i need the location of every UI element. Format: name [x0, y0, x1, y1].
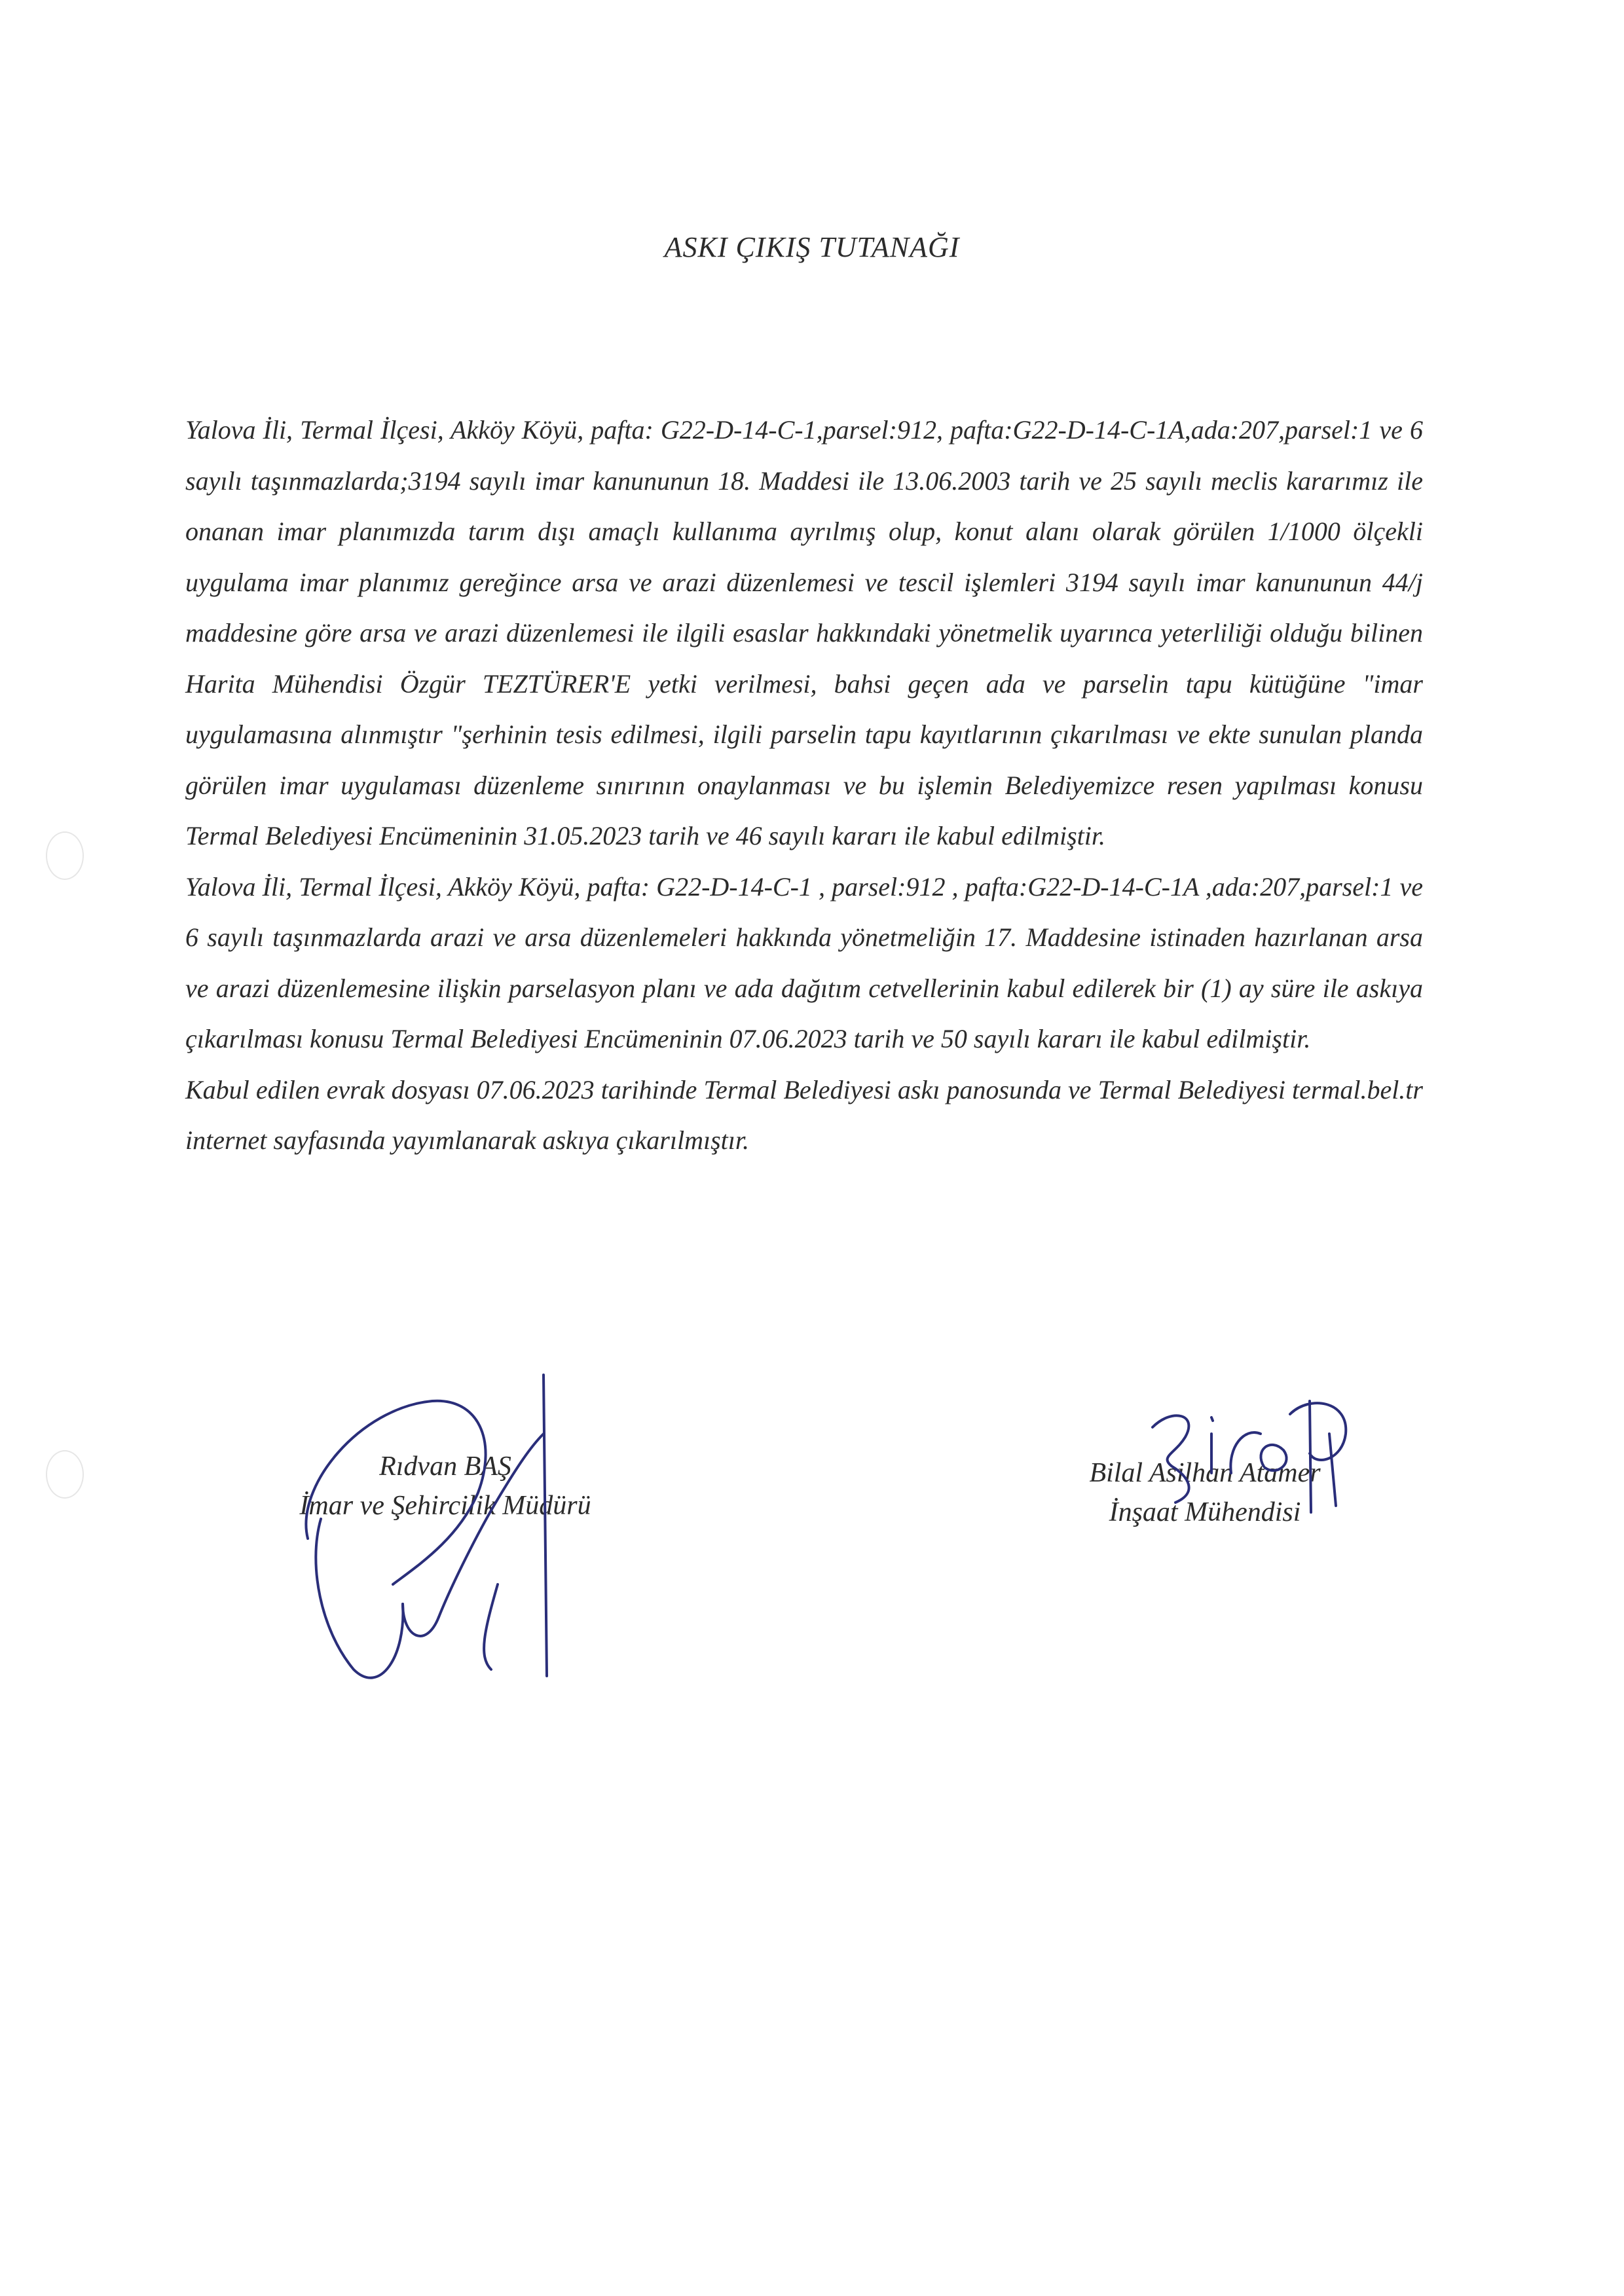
handwritten-signature-left — [282, 1368, 622, 1696]
signatory-role: İnşaat Mühendisi — [1109, 1497, 1301, 1527]
paragraph-2: Yalova İli, Termal İlçesi, Akköy Köyü, pafta: G22-D-14-C-1 , parsel:912 , pafta:G22-D-14-C-1A ,ada:207,parsel:1 ve 6 sayılı taşınmazlarda arazi ve arsa düzenlemeleri hakkında yönetmeliğin 17. Maddesine istinaden hazırlanan arsa ve arazi düzenlemesine ilişkin parselasyon planı ve ada dağıtım cetvellerinin kabul edilerek bir (1) ay süre ile askıya çıkarılması konusu Termal Belediyesi Encümeninin 07.06.2023 tarih ve 50 sayılı kararı ile kabul edilmiştir. — [185, 871, 1423, 1053]
signatory-role: İmar ve Şehircilik Müdürü — [299, 1491, 591, 1521]
signature-block-right — [1048, 1453, 1362, 1532]
document-title: ASKI ÇIKIŞ TUTANAĞI — [664, 231, 960, 263]
signatory-name: Rıdvan BAŞ — [379, 1451, 511, 1482]
paragraph-3: Kabul edilen evrak dosyası 07.06.2023 tarihinde Termal Belediyesi askı panosunda ve Termal Belediyesi termal.bel.tr internet sayfasında yayımlanarak askıya çıkarılmıştır. — [185, 1074, 1423, 1155]
signatory-name: Bilal Asilhan Atamer — [1089, 1458, 1321, 1488]
signature-block-left — [262, 1447, 629, 1525]
punch-hole-mark — [46, 831, 84, 880]
document-body — [185, 405, 1423, 1166]
paragraph-1: Yalova İli, Termal İlçesi, Akköy Köyü, pafta: G22-D-14-C-1,parsel:912, pafta:G22-D-14-C-1A,ada:207,parsel:1 ve 6 sayılı taşınmazlarda;3194 sayılı imar kanununun 18. Maddesi ile 13.06.2003 tarih ve 25 sayılı meclis kararımız ile onanan imar planımızda tarım dışı amaçlı kullanıma ayrılmış olup, konut alanı olarak görülen 1/1000 ölçekli uygulama imar planımız gereğince arsa ve arazi düzenlemesi ve tescil işlemleri 3194 sayılı imar kanununun 44/j maddesine göre arsa ve arazi düzenlemesi ile ilgili esaslar hakkındaki yönetmelik uyarınca yeterliliği olduğu bilinen Harita Mühendisi Özgür TEZTÜRER'E yetki verilmesi, bahsi geçen ada ve parselin tapu kütüğüne "imar uygulamasına alınmıştır "şerhinin tesis edilmesi, ilgili parselin tapu kayıtlarının çıkarılması ve ekte sunulan planda görülen imar uygulaması düzenleme sınırının onaylanması ve bu işlemin Belediyemizce resen yapılması konusu Termal Belediyesi Encümeninin 31.05.2023 tarih ve 46 sayılı kararı ile kabul edilmiştir. — [185, 415, 1423, 850]
punch-hole-mark — [46, 1450, 84, 1499]
